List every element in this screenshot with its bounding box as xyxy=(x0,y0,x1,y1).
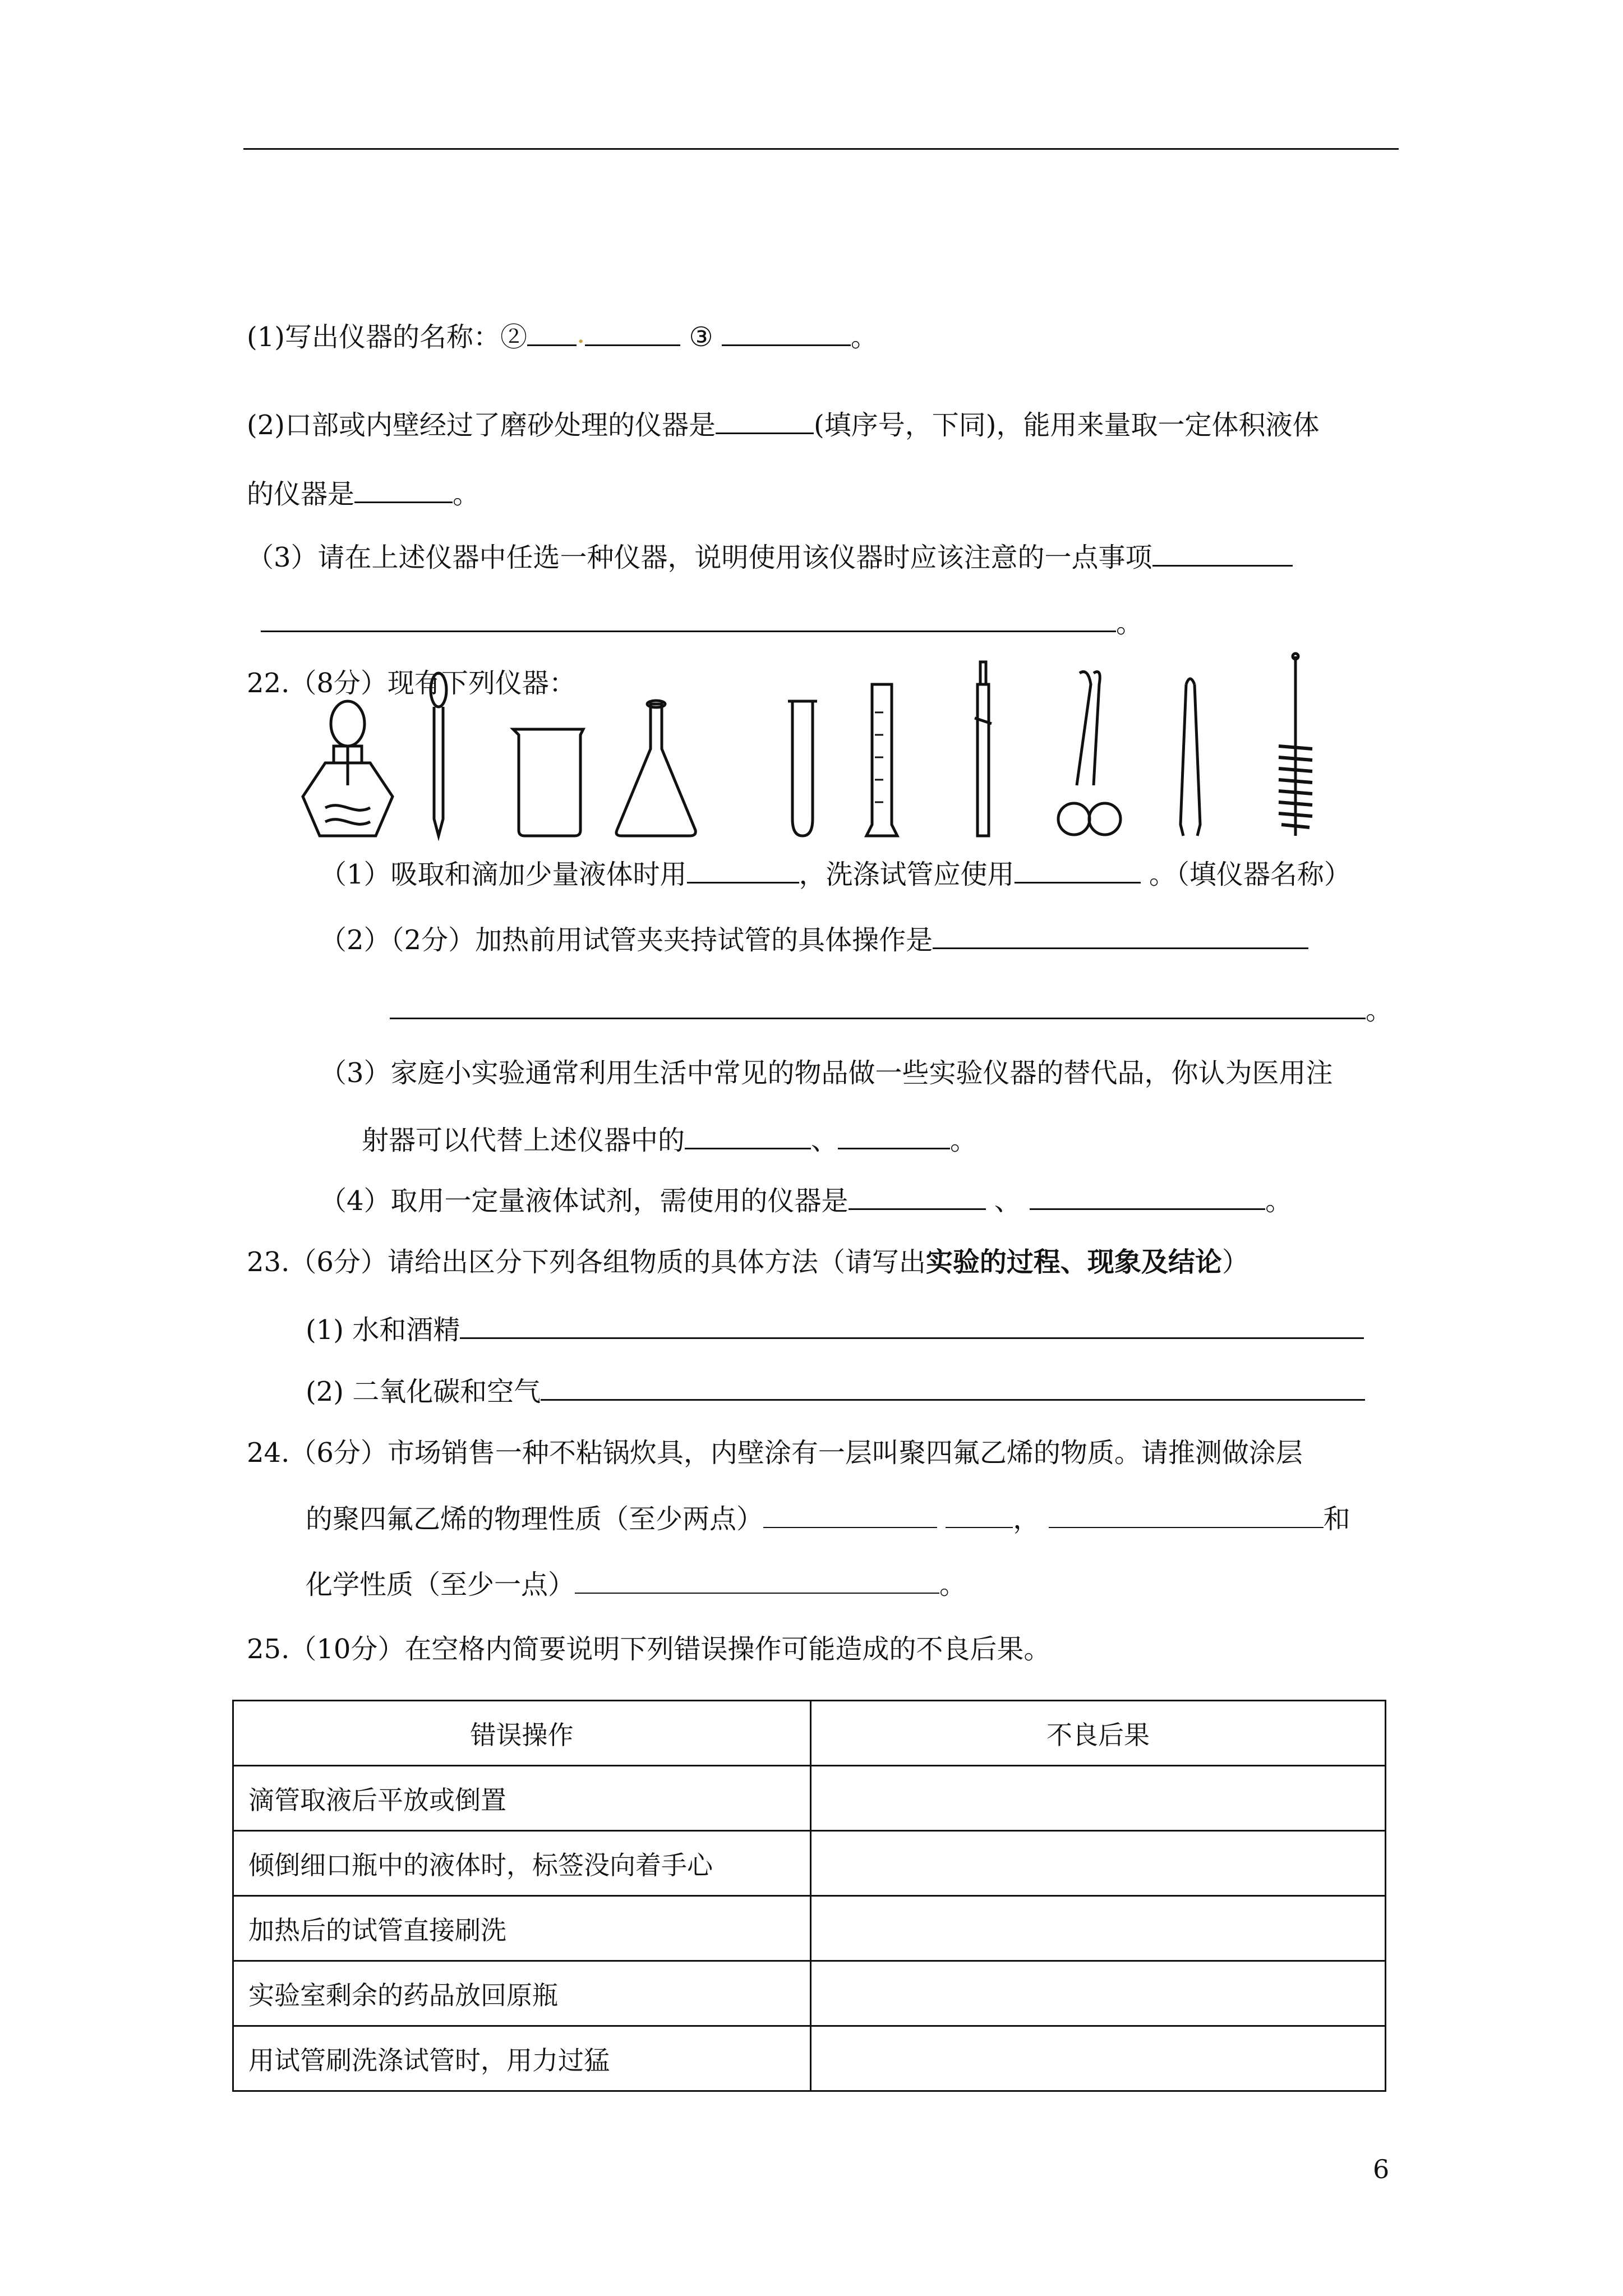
answer-blank[interactable] xyxy=(460,1313,1364,1339)
answer-blank[interactable] xyxy=(946,1502,1013,1528)
q23-item1: (1) 水和酒精 xyxy=(306,1313,1364,1347)
consequence-cell[interactable] xyxy=(811,1766,1386,1831)
error-operations-table xyxy=(232,1700,1386,2092)
answer-blank[interactable] xyxy=(687,857,799,884)
q22-header: 22.（8分）现有下列仪器： xyxy=(247,668,576,699)
answer-blank[interactable] xyxy=(722,320,851,346)
operation-cell: 加热后的试管直接刷洗 xyxy=(233,1896,811,1961)
table-row xyxy=(233,1961,1386,2026)
q22-sub1: （1）吸取和滴加少量液体时用 ，洗涤试管应使用 。（填仪器名称） xyxy=(320,857,1351,891)
table-header-row xyxy=(233,1701,1386,1766)
q21-part3-line1: （3）请在上述仪器中任选一种仪器，说明使用该仪器时应该注意的一点事项 xyxy=(247,540,1293,574)
answer-blank[interactable] xyxy=(354,477,453,503)
column-header: 错误操作 xyxy=(233,1701,811,1766)
answer-blank[interactable] xyxy=(933,923,1308,949)
test-tube-icon xyxy=(788,701,817,836)
alcohol-lamp-icon xyxy=(303,701,393,836)
table-row xyxy=(233,1896,1386,1961)
answer-blank[interactable] xyxy=(838,1123,950,1149)
answer-blank[interactable] xyxy=(849,1184,986,1210)
q24-line2: 的聚四氟乙烯的物理性质（至少两点） ， 和 xyxy=(306,1503,1350,1535)
q21-part3-line2: 。 xyxy=(261,606,1143,640)
q21-part2-line2: 的仪器是 。 xyxy=(247,477,479,511)
consequence-cell[interactable] xyxy=(811,2026,1386,2091)
answer-blank[interactable] xyxy=(261,606,1116,632)
q24-line1: 24.（6分）市场销售一种不粘锅炊具，内壁涂有一层叫聚四氟乙烯的物质。请推测做涂层 xyxy=(247,1437,1303,1469)
consequence-cell[interactable] xyxy=(811,1896,1386,1961)
operation-cell: 用试管刷洗涤试管时，用力过猛 xyxy=(233,2026,811,2091)
operation-cell: 倾倒细口瓶中的液体时，标签没向着手心 xyxy=(233,1831,811,1896)
test-tube-brush-icon xyxy=(1279,654,1312,836)
q21-part1: (1)写出仪器的名称：② . ③ 。 xyxy=(247,318,878,353)
column-header: 不良后果 xyxy=(811,1701,1386,1766)
q22-sub3-line1: （3）家庭小实验通常利用生活中常见的物品做一些实验仪器的替代品，你认为医用注 xyxy=(320,1057,1333,1089)
crucible-tongs-icon xyxy=(1058,672,1121,835)
answer-blank[interactable] xyxy=(585,320,680,346)
answer-blank[interactable] xyxy=(1049,1502,1324,1528)
q22-sub2-line1: （2）（2分）加热前用试管夹夹持试管的具体操作是 xyxy=(320,923,1308,957)
test-tube-holder-icon xyxy=(975,662,992,836)
answer-blank[interactable] xyxy=(763,1502,937,1528)
q25-header: 25.（10分）在空格内简要说明下列错误操作可能造成的不良后果。 xyxy=(247,1634,1051,1665)
beaker-icon xyxy=(513,729,583,836)
mark-dot: . xyxy=(577,318,585,349)
answer-blank[interactable] xyxy=(390,993,1366,1019)
q22-sub4: （4）取用一定量液体试剂，需使用的仪器是 、 。 xyxy=(320,1184,1292,1218)
operation-cell: 实验室剩余的药品放回原瓶 xyxy=(233,1961,811,2026)
answer-blank[interactable] xyxy=(716,408,814,434)
answer-blank[interactable] xyxy=(541,1374,1365,1401)
q21-part2-line1: (2)口部或内壁经过了磨砂处理的仪器是 (填序号，下同)，能用来量取一定体积液体 xyxy=(247,408,1319,442)
table-row xyxy=(233,1766,1386,1831)
answer-blank[interactable] xyxy=(527,320,577,346)
q24-line3: 化学性质（至少一点） 。 xyxy=(306,1569,967,1600)
tweezers-icon xyxy=(1181,679,1200,836)
answer-blank[interactable] xyxy=(685,1123,811,1149)
operation-cell: 滴管取液后平放或倒置 xyxy=(233,1766,811,1831)
consequence-cell[interactable] xyxy=(811,1961,1386,2026)
consequence-cell[interactable] xyxy=(811,1831,1386,1896)
conical-flask-icon xyxy=(616,701,695,836)
dropper-icon xyxy=(431,673,446,836)
table-row xyxy=(233,2026,1386,2091)
answer-blank[interactable] xyxy=(1152,540,1293,567)
header-rule xyxy=(243,148,1399,150)
answer-blank[interactable] xyxy=(1015,857,1141,884)
answer-blank[interactable] xyxy=(575,1568,939,1594)
graduated-cylinder-icon xyxy=(866,684,897,836)
q22-sub2-line2: 。 xyxy=(390,993,1393,1027)
q23-item2: (2) 二氧化碳和空气 xyxy=(306,1374,1365,1409)
page-number: 6 xyxy=(1373,2154,1390,2184)
answer-blank[interactable] xyxy=(1030,1184,1265,1210)
q23-header: 23.（6分）请给出区分下列各组物质的具体方法（请写出实验的过程、现象及结论） xyxy=(247,1246,1249,1278)
instrument-figure xyxy=(292,651,1357,853)
q22-sub3-line2: 射器可以代替上述仪器中的 、 。 xyxy=(362,1123,977,1157)
table-row xyxy=(233,1831,1386,1896)
